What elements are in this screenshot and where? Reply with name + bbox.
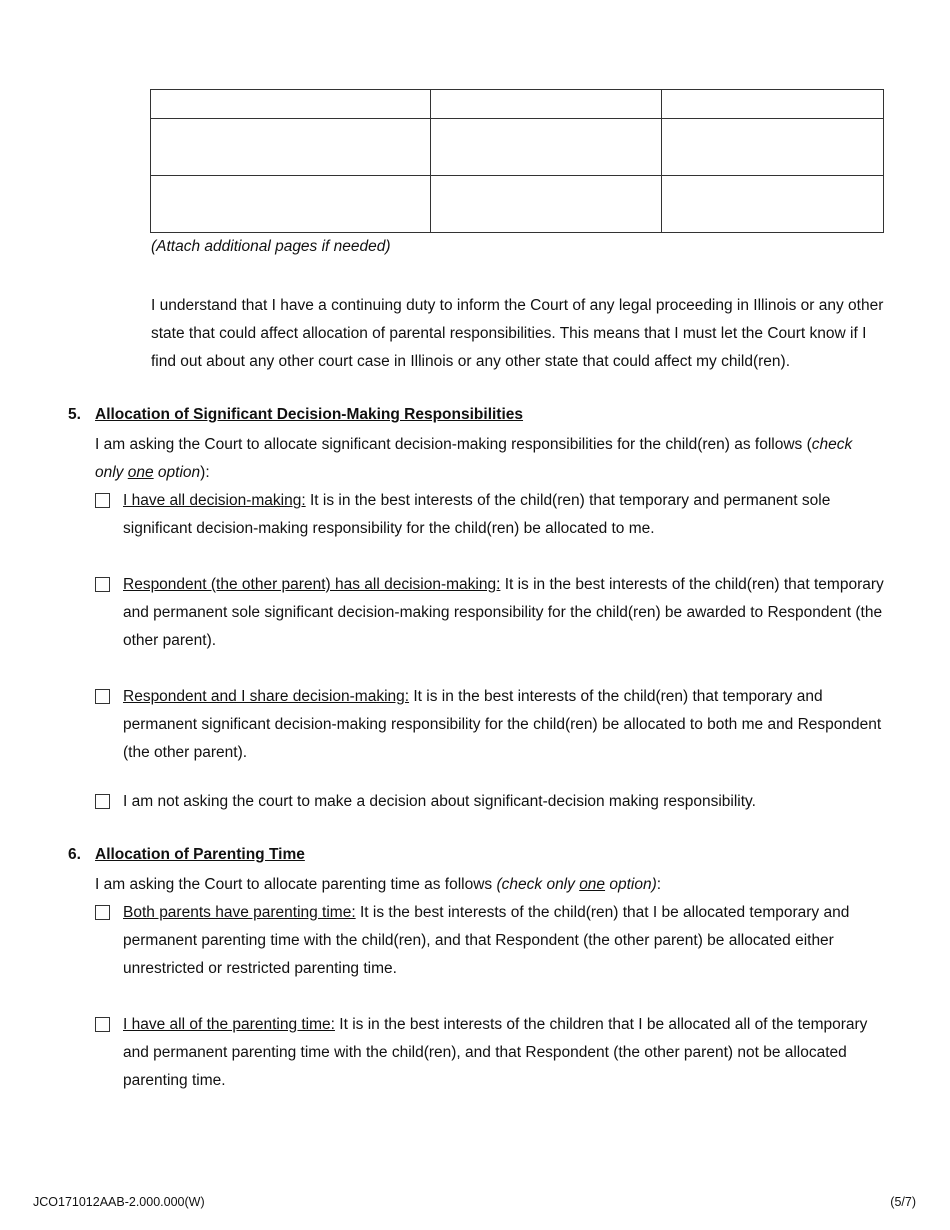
option-label: Respondent (the other parent) has all decision-making:	[123, 576, 501, 593]
table-cell	[151, 176, 431, 233]
option-text: It is in the best interests of the child(ren) that temporary and permanent significant decision-making responsibility for the child(ren) be allocated to both me and Respondent (the other parent).	[123, 688, 882, 761]
section-5-title: Allocation of Significant Decision-Making Responsibilities	[95, 406, 524, 423]
section-5-intro: I am asking the Court to allocate significant decision-making responsibilities for the child(ren) as follows (check only one option):	[95, 436, 853, 481]
table-cell	[151, 90, 431, 119]
table-cell	[431, 176, 662, 233]
checkbox[interactable]	[95, 577, 110, 592]
table-cell	[662, 119, 884, 176]
table-row	[151, 90, 884, 119]
section-6-intro: I am asking the Court to allocate parenting time as follows (check only one option):	[95, 876, 662, 893]
intro-text: I am asking the Court to allocate parenting time as follows	[95, 876, 497, 893]
checkbox[interactable]	[95, 1017, 110, 1032]
option-label: Both parents have parenting time:	[123, 904, 356, 921]
table-row	[151, 176, 884, 233]
option-text: It is in the best interests of the child(ren) that temporary and permanent sole significant decision-making responsibility for the child(ren) be allocated to me.	[123, 492, 831, 537]
option-text: It is in the best interests of the child(ren) that temporary and permanent sole significant decision-making responsibility for the child(ren) be awarded to Respondent (the other parent).	[123, 576, 884, 649]
table-cell	[662, 90, 884, 119]
checkbox[interactable]	[95, 689, 110, 704]
table-cell	[431, 90, 662, 119]
table-row	[151, 119, 884, 176]
section-6-title: Allocation of Parenting Time	[95, 846, 305, 863]
intro-italic: check only one option	[95, 436, 853, 481]
option-label: I have all decision-making:	[123, 492, 306, 509]
section-6-number: 6.	[68, 846, 81, 863]
intro-text: I am asking the Court to allocate significant decision-making responsibilities for the child(ren) as follows (	[95, 436, 812, 453]
table-cell	[151, 119, 431, 176]
court-cases-table	[150, 89, 884, 233]
checkbox[interactable]	[95, 794, 110, 809]
page-number: (5/7)	[890, 1195, 916, 1209]
option-label: I have all of the parenting time:	[123, 1016, 335, 1033]
section-5-number: 5.	[68, 406, 81, 423]
option-label: Respondent and I share decision-making:	[123, 688, 410, 705]
option-text: It is in the best interests of the children that I be allocated all of the temporary and permanent parenting time with the child(ren), and that Respondent (the other parent) not be allocated parenting time.	[123, 1016, 868, 1089]
option-text: I am not asking the court to make a decision about significant-decision making responsibility.	[123, 793, 756, 810]
attach-note: (Attach additional pages if needed)	[151, 238, 391, 255]
intro-italic: (check only one option)	[496, 876, 657, 893]
table-cell	[431, 119, 662, 176]
option-text: It is the best interests of the child(ren) that I be allocated temporary and permanent parenting time with the child(ren), and that Respondent (the other parent) be allocated either unrestricted or restricted parenting time.	[123, 904, 850, 977]
duty-paragraph: I understand that I have a continuing duty to inform the Court of any legal proceeding in Illinois or any other state that could affect allocation of parental responsibilities. This means that I must let the Court know if I find out about any other court case in Illinois or any other state that could affect my child(ren).	[151, 297, 884, 370]
table-cell	[662, 176, 884, 233]
form-id: JCO171012AAB-2.000.000(W)	[33, 1195, 205, 1209]
checkbox[interactable]	[95, 493, 110, 508]
checkbox[interactable]	[95, 905, 110, 920]
